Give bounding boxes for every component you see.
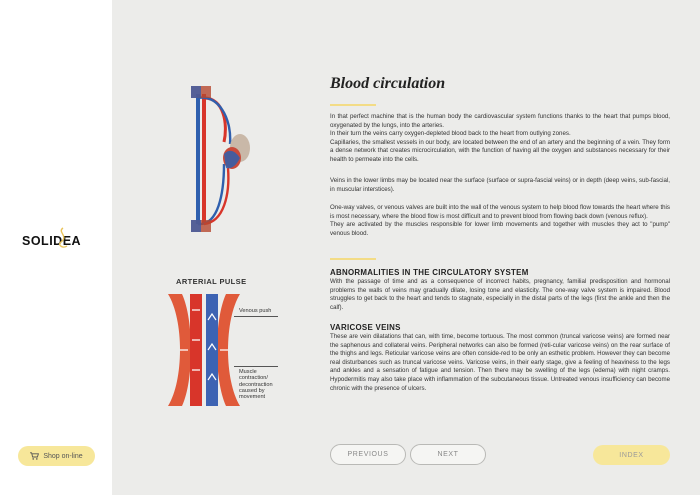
varicose-veins-heading: VARICOSE VEINS xyxy=(330,323,401,332)
shop-online-label: Shop on-line xyxy=(43,452,83,460)
logo-swirl-icon xyxy=(55,226,71,250)
arterial-pulse-title: ARTERIAL PULSE xyxy=(176,277,247,286)
muscle-callout-line xyxy=(234,366,278,367)
valves-paragraph: One-way valves, or venous valves are built into the wall of the venous system to help blood flow towards the heart where this is most necessary, where the blood flow is most difficult and to prevent blood from flowing back down (venous reflux). They are activated by the muscles responsible for lower limb movements and together with muscles they act to "pump" venous blood. xyxy=(330,204,670,237)
content-panel xyxy=(112,0,700,495)
next-button[interactable]: NEXT xyxy=(410,444,486,465)
sidebar xyxy=(0,0,112,495)
veins-paragraph: Veins in the lower limbs may be located near the surface (surface or supra-fascial veins) or in depth (deep veins, sub-fascial, in muscular interstices). xyxy=(330,177,670,193)
title-divider xyxy=(330,104,376,106)
arterial-pulse-illustration xyxy=(164,290,244,410)
abnormalities-paragraph: With the passage of time and as a consequence of incorrect habits, pregnancy, familial predisposition and hormonal problems the walls of veins may gradually dilate, losing tone and elasticity. The one-way valve system is impaired. Blood struggles to get back to the heart and tends to stagnate, especially in the distal parts of the legs (first the ankle and then the calf). xyxy=(330,278,670,311)
muscle-callout: Muscle contraction/ decontraction caused by movement xyxy=(239,369,273,401)
circulatory-system-illustration xyxy=(184,84,254,236)
index-button[interactable]: INDEX xyxy=(593,445,670,465)
section-divider xyxy=(330,258,376,260)
previous-button[interactable]: PREVIOUS xyxy=(330,444,406,465)
page-title: Blood circulation xyxy=(330,75,446,92)
intro-paragraph: In that perfect machine that is the human body the cardiovascular system functions thanks to the heart that pumps blood, oxygenated by the lungs, into the arteries. In their turn the veins carry oxygen-depleted blood back to the heart from outlying zones. Capillaries, the smallest vessels in our body, are located between the end of an artery and the beginning of a vein. They form a dense network that creates microcirculation, with the function of having all the oxygen and substances necessary for their health to permeate into the cells. xyxy=(330,113,670,163)
cart-icon xyxy=(30,452,39,460)
venous-push-callout: Venous push xyxy=(239,308,272,314)
varicose-veins-paragraph: These are vein dilatations that can, with time, become tortuous. The most common (truncal varicose veins) are formed near the saphenous and collateral veins. Peripheral networks can also be formed (reti-cular varicose veins) on the rear surface of the thighs and legs. Reticular varicose veins are often conside-red to be only an esthetic problem. However they can become real disturbances such as truncal varicose veins. Varicose veins, in their early stage, give a feeling of heaviness to the legs and ankles and a sensation of fatigue and tension. Then there may be swelling of the legs (edema) with night cramps. Hypodermitis may also take place with inflammation of the subcutaneous tissue. Untreated venous insufficiency can become chronic with the presence of ulcers. xyxy=(330,333,670,392)
shop-online-button[interactable] xyxy=(18,446,95,466)
logo-text: SOLIDEA xyxy=(22,234,82,248)
abnormalities-heading: ABNORMALITIES IN THE CIRCULATORY SYSTEM xyxy=(330,268,529,277)
brand-logo[interactable] xyxy=(22,234,81,248)
venous-push-callout-line xyxy=(234,316,278,317)
